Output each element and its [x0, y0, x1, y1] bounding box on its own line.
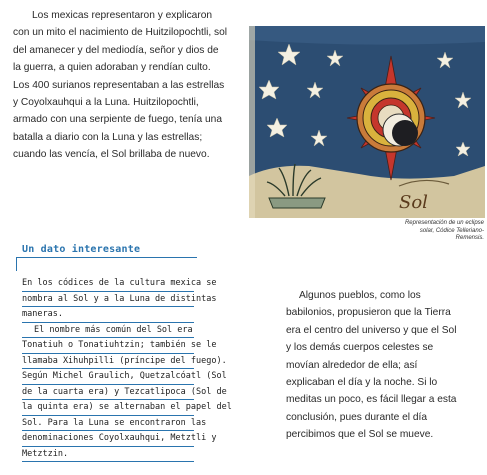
intro-paragraph: Los mexicas representaron y explicaron con un mito el nacimiento de Huitzilopochtli, sol del amanecer y del mediodía, señor y dios de la guerra, a quien adoraban y rendían culto. Los 400 surianos representaban a las estrellas y Coyolxauhqui a la Luna. Huitzilopochtli, armado con una serpiente de fuego, tenía una batalla a diario con la Luna y las estrellas; cuando las vencía, el Sol brillaba de nuevo.: [13, 10, 228, 161]
sidebar-line: maneras.: [22, 307, 194, 323]
right-paragraph: Algunos pueblos, como los babilonios, propusieron que la Tierra era el centro del universo y que el Sol y los demás cuerpos celestes se movían alrededor de ella; así explicaban el día y la noche. Si lo meditas un poco, es fácil llegar a esta conclusión, pues durante el día percibimos que el Sol se mueve.: [286, 290, 457, 441]
sidebar-line: Sol. Para la Luna se encontraron las: [22, 416, 194, 432]
codex-eclipse-illustration: [249, 26, 485, 218]
sidebar-line: nombra al Sol y a la Luna de distintas: [22, 292, 194, 308]
codex-eclipse-image: [249, 26, 485, 218]
sidebar-line: la quinta era) se alternaban el papel del: [22, 400, 194, 416]
sidebar-line: Tonatiuh o Tonatiuhtzin; también se le: [22, 338, 194, 354]
sidebar-line: de la cuarta era) y Tezcatlipoca (Sol de: [22, 385, 194, 401]
sidebar-line: Metztzin.: [22, 447, 194, 463]
sidebar-line: Según Michel Graulich, Quetzalcóatl (Sol: [22, 369, 194, 385]
sidebar-line: El nombre más común del Sol era: [22, 323, 194, 339]
sidebar-line: denominaciones Coyolxauhqui, Metztli y: [22, 431, 194, 447]
sidebar-box-body: [22, 276, 232, 462]
codex-inscription: Sol: [399, 192, 428, 213]
sidebar-line: En los códices de la cultura mexica se: [22, 276, 194, 292]
figure-caption: Representación de un eclipse solar, Códice Telleriano-Remensis.: [404, 220, 484, 242]
sidebar-line: llamaba Xihuhpilli (príncipe del fuego).: [22, 354, 194, 370]
sidebar-box-title: Un dato interesante: [22, 244, 141, 255]
sidebar-box-bracket: [16, 257, 197, 271]
